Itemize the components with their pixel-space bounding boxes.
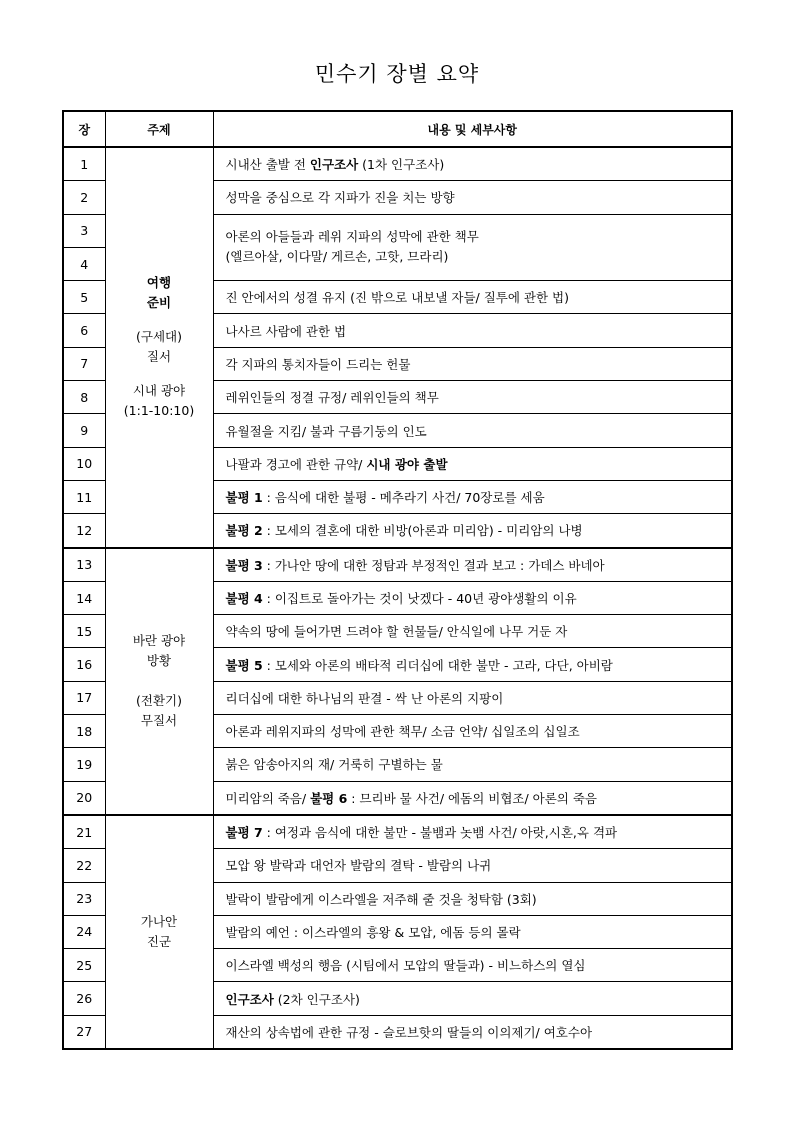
content-cell [213,214,732,281]
content-line [226,227,732,247]
content-cell [213,882,732,915]
content-text: 발람의 예언 : 이스라엘의 흥왕 & 모압, 에돔 등의 몰락 [225,924,521,940]
chapter-number: 24 [63,915,105,948]
content-cell [213,949,732,982]
topic-cell [105,548,213,815]
chapter-number: 13 [63,548,105,582]
content-text: 리더십에 대한 하나님의 판결 - 싹 난 아론의 지팡이 [225,690,504,706]
content-text: 나팔과 경고에 관한 규약/ [225,456,367,472]
content-bold-text: 불평 7 [225,825,263,841]
chapter-number: 15 [63,615,105,648]
chapter-number: 16 [63,648,105,681]
chapter-number: 10 [63,447,105,480]
topic-line [106,671,213,691]
content-text: : 모세의 결혼에 대한 비방(아론과 미리암) - 미리암의 나병 [262,523,583,539]
content-cell [213,281,732,314]
content-cell [213,715,732,748]
content-cell [213,781,732,815]
content-cell [213,982,732,1015]
table-row [63,147,732,181]
topic-line: 방황 [146,653,172,669]
content-text: 붉은 암송아지의 재/ 거룩히 구별하는 물 [225,757,443,773]
chapter-number: 25 [63,949,105,982]
content-text: 발락이 발람에게 이스라엘을 저주해 줄 것을 청탁함 (3회) [225,891,537,907]
page-title: 민수기 장별 요약 [314,62,480,86]
content-cell [213,815,732,849]
content-text: 성막을 중심으로 각 지파가 진을 치는 방향 [225,190,455,206]
content-bold-text: 인구조사 [309,157,359,173]
content-cell [213,480,732,513]
content-text: 모압 왕 발락과 대언자 발람의 결탁 - 발람의 나귀 [225,858,492,874]
header-content: 내용 및 세부사항 [213,111,732,147]
content-cell [213,414,732,447]
chapter-number: 14 [63,581,105,614]
content-text: 시내산 출발 전 [225,157,310,173]
chapter-number: 8 [63,381,105,414]
topic-line: (전환기) [136,693,182,709]
content-bold-text: 불평 2 [225,523,263,539]
content-bold-text: 불평 5 [225,657,263,673]
header-chapter: 장 [63,111,105,147]
content-cell [213,548,732,582]
content-cell [213,447,732,480]
chapter-number: 27 [63,1015,105,1049]
content-text: (1차 인구조사) [358,157,445,173]
content-cell [213,748,732,781]
content-text: : 므리바 물 사건/ 에돔의 비협조/ 아론의 죽음 [347,790,598,806]
chapter-number: 7 [63,347,105,380]
topic-line: 가나안 [140,913,178,929]
chapter-number: 20 [63,781,105,815]
content-cell [213,347,732,380]
chapter-number: 12 [63,514,105,548]
chapter-number: 22 [63,849,105,882]
chapter-number: 19 [63,748,105,781]
table-row [63,815,732,849]
chapter-number: 9 [63,414,105,447]
topic-line: 시내 광야 [132,383,186,399]
topic-line: (구세대) [136,329,182,345]
content-cell [213,581,732,614]
chapter-number: 1 [63,147,105,181]
content-line [226,247,732,267]
topic-title: 여행 [146,275,172,291]
chapter-number: 26 [63,982,105,1015]
chapter-number: 21 [63,815,105,849]
content-text: 각 지파의 통치자들이 드리는 헌물 [225,356,411,372]
content-text: : 모세와 아론의 배타적 리더십에 대한 불만 - 고라, 다단, 아비람 [262,657,613,673]
content-text: : 음식에 대한 불평 - 메추라기 사건/ 70장로를 세움 [262,490,545,506]
content-bold-text: 시내 광야 출발 [366,456,448,472]
chapter-number: 18 [63,715,105,748]
content-cell [213,681,732,714]
content-cell [213,514,732,548]
content-bold-text: 불평 6 [310,790,348,806]
content-text: 재산의 상속법에 관한 규정 - 슬로브핫의 딸들의 이의제기/ 여호수아 [225,1024,593,1040]
chapter-number: 5 [63,281,105,314]
summary-table [62,110,733,1050]
content-bold-text: 인구조사 [225,991,274,1007]
content-cell [213,181,732,214]
content-text: 진 안에서의 성결 유지 (진 밖으로 내보낼 자들/ 질투에 관한 법) [225,290,569,306]
chapter-number: 6 [63,314,105,347]
content-text: : 가나안 땅에 대한 정탐과 부정적인 결과 보고 : 가데스 바네아 [262,557,605,573]
content-cell [213,648,732,681]
chapter-number: 23 [63,882,105,915]
chapter-number: 4 [63,247,105,280]
topic-line: 무질서 [140,713,178,729]
chapter-number: 11 [63,480,105,513]
content-cell [213,381,732,414]
content-text: 유월절을 지킴/ 불과 구름기둥의 인도 [225,423,427,439]
content-text: 아론의 아들들과 레위 지파의 성막에 관한 책무 [225,229,479,245]
header-topic: 주제 [105,111,213,147]
topic-cell [105,815,213,1049]
content-text: 레위인들의 정결 규정/ 레위인들의 책무 [225,390,439,406]
content-cell [213,915,732,948]
content-text: : 이집트로 돌아가는 것이 낫겠다 - 40년 광야생활의 이유 [262,591,577,606]
content-text: 약속의 땅에 들어가면 드려야 할 헌물들/ 안식일에 나무 거둔 자 [225,624,568,640]
table-body [63,147,732,1049]
content-cell [213,147,732,181]
content-cell [213,1015,732,1049]
chapter-number: 17 [63,681,105,714]
table-header-row [63,111,732,147]
topic-line: (1:1-10:10) [123,403,195,419]
topic-cell [105,147,213,548]
content-bold-text: 불평 1 [225,490,263,506]
chapter-number: 2 [63,181,105,214]
content-bold-text: 불평 4 [225,591,263,606]
chapter-number: 3 [63,214,105,247]
content-text: (엘르아살, 이다말/ 게르손, 고핫, 므라리) [225,249,449,265]
content-text: 나사르 사람에 관한 법 [225,323,347,339]
content-cell [213,849,732,882]
content-bold-text: 불평 3 [225,557,263,573]
content-text: (2차 인구조사) [273,991,360,1007]
content-text: : 여정과 음식에 대한 불만 - 불뱀과 놋뱀 사건/ 아랏,시혼,옥 격파 [262,825,618,841]
content-text: 아론과 레위지파의 성막에 관한 책무/ 소금 언약/ 십일조의 십일조 [225,724,580,740]
content-text: 미리암의 죽음/ [225,790,311,806]
topic-line: 질서 [146,349,172,365]
topic-title: 준비 [146,295,172,311]
table-row [63,548,732,582]
topic-line: 바란 광야 [132,633,186,649]
content-cell [213,615,732,648]
content-cell [213,314,732,347]
content-text: 이스라엘 백성의 행음 (시팀에서 모압의 딸들과) - 비느하스의 열심 [225,958,586,974]
topic-line: 진군 [146,933,172,949]
